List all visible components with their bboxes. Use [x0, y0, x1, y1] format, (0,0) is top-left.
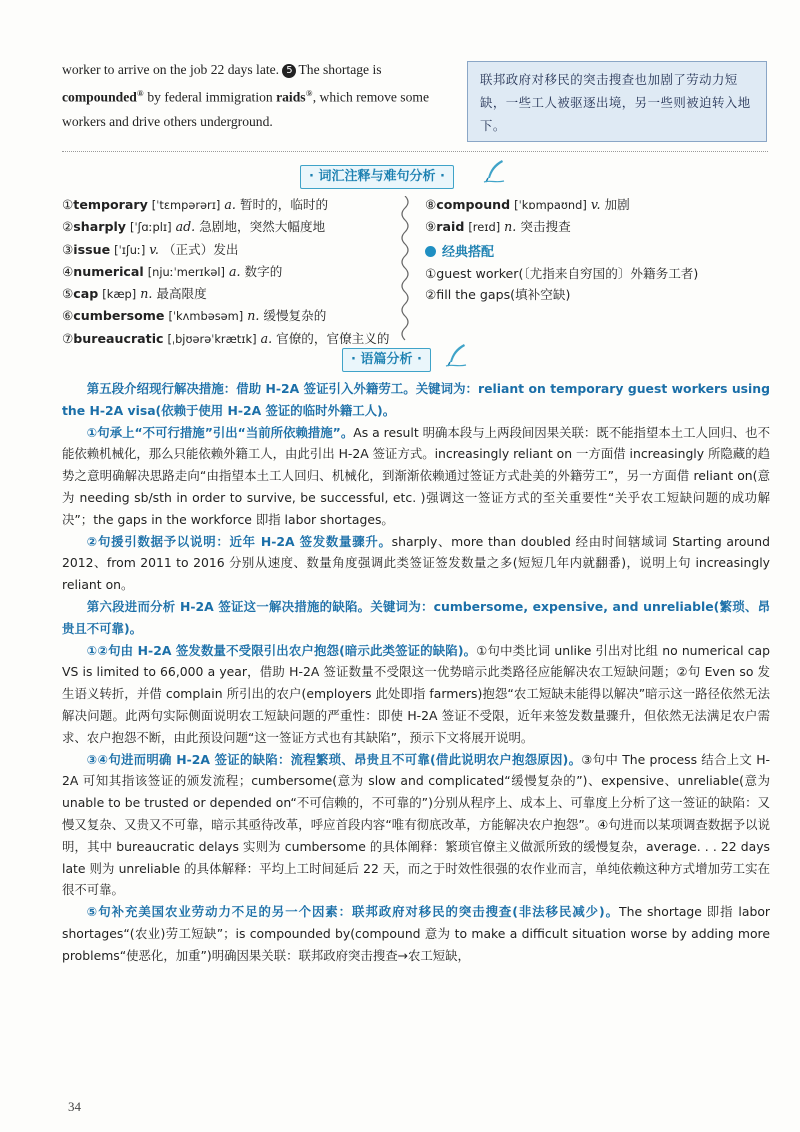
analysis-para: 第六段进而分析 H-2A 签证这一解决措施的缺陷。关键词为：cumbersome, expensive, and unreliable(繁琐、昂贵且不可靠)。 [62, 598, 770, 636]
translation-text: 联邦政府对移民的突击搜查也加剧了劳动力短缺，一些工人被驱逐出境，另一些则被迫转入地下。 [480, 72, 751, 133]
analysis-para: 第五段介绍现行解决措施：借助 H-2A 签证引入外籍劳工。关键词为：reliant on temporary guest workers using the H-2A visa(依赖于使用 H-2A 签证的临时外籍工人)。 [62, 381, 770, 418]
vocab-item: ⑥cumbersome [ˈkʌmbəsəm] n. 缓慢复杂的 [62, 308, 327, 324]
analysis-body [62, 378, 770, 967]
collocation-item: ①guest worker(〔尤指来自穷国的〕外籍务工者) [425, 265, 699, 281]
passage-text [62, 58, 450, 134]
translation-box [467, 61, 767, 142]
passage-line1: worker to arrive on the job 22 days late. [62, 62, 280, 77]
grammar-section-banner: · 语篇分析 · [342, 348, 431, 372]
word-raids: raids [276, 89, 306, 105]
spiral-divider-icon [398, 196, 412, 342]
passage-mid: by federal immigration [143, 89, 277, 105]
vocab-banner-label: 词汇注释与难句分析 [318, 169, 436, 184]
bullet-dot-icon [425, 246, 436, 257]
page-number: 34 [68, 1099, 81, 1114]
collocation-heading: 经典搭配 [425, 241, 770, 263]
vocab-item: ②sharply [ˈʃɑːplɪ] ad. 急剧地，突然大幅度地 [62, 219, 326, 235]
analysis-para: ③④句进而明确 H-2A 签证的缺陷：流程繁琐、昂贵且不可靠(借此说明农户抱怨原因)。③句中 The process 结合上文 H-2A 可知其指该签证的颁发流程；cumbersome(意为 slow and complicated“缓慢复杂的”)、expensive、unreliable(意为 unable to be trusted or depended on“不可信赖的，不可靠的”)分别从程序上、成本上、可靠度上分析了这一签证的缺陷：又慢又复杂、又贵又不可靠，暗示其亟待改革，呼应首段内容“唯有彻底改革，方能解决农户抱怨”。④句进而以某项调查数据予以说明，其中 bureaucratic delays 实则为 cumbersome 的具体阐释：繁琐官僚主义做派所致的缓慢复杂，average. . . 22 days late 则为 unreliable 的具体解释：平均上工时间延后 22 天，而之于时效性很强的农作业而言，单纯依赖这种方式增加劳工实在很不可靠。 [62, 751, 770, 898]
passage-line1b: The shortage is [298, 62, 382, 77]
vocab-list-left [62, 194, 398, 350]
footnote-8: ⑧ [136, 89, 144, 98]
vocab-item: ①temporary [ˈtɛmpərərɪ] a. 暂时的，临时的 [62, 197, 329, 212]
quill-pen-icon [444, 342, 468, 368]
vocab-list-right [425, 194, 770, 305]
vocab-item: ④numerical [njuːˈmerɪkəl] a. 数字的 [62, 263, 283, 279]
vocab-item: ⑨raid [reɪd] n. 突击搜查 [425, 219, 571, 235]
passage-tail: , which remove some workers and drive others underground. [62, 89, 430, 129]
sentence-5-marker: 5 [282, 64, 296, 78]
section-divider [62, 151, 768, 152]
analysis-para: ⑤句补充美国农业劳动力不足的另一个因素：联邦政府对移民的突击搜查(非法移民减少)。The shortage 即指 labor shortages“(农业)劳工短缺”；is compounded by(compound 意为 to make a difficult situation worse by adding more problems“使恶化，加重”)明确因果关联：联邦政府突击搜查→农工短缺， [62, 904, 770, 963]
vocab-item: ⑤cap [kæp] n. 最高限度 [62, 286, 207, 302]
quill-pen-icon [482, 158, 506, 184]
grammar-banner-label: 语篇分析 [360, 352, 413, 367]
vocab-section-banner: · 词汇注释与难句分析 · [300, 165, 454, 189]
footnote-9: ⑨ [305, 89, 313, 98]
analysis-para: ①句承上“不可行措施”引出“当前所依赖措施”。As a result 明确本段与上两段间因果关联：既不能指望本土工人回归、也不能依赖机械化，那么只能依赖外籍工人，由此引出 H-2A 签证方式。increasingly reliant on 一方面借 increasingly 所隐藏的趋势之意明确解决思路走向“由指望本土工人回归、机械化，到渐渐依赖通过签证方式赴美的外籍劳工”，另一方面借 reliant on(意为 needing sb/sth in order to survive, be successful, etc. )强调这一签证方式的至关重要性“关乎农工短缺问题的成功解决”；the gaps in the workforce 即指 labor shortages。 [62, 424, 770, 527]
analysis-para: ①②句由 H-2A 签发数量不受限引出农户抱怨(暗示此类签证的缺陷)。①句中类比词 unlike 引出对比组 no numerical cap VS is limited to 66,000 a year，借助 H-2A 签证数量不受限这一优势暗示此类路径应能解决农工短缺问题；②句 Even so 发生语义转折，并借 complain 所引出的农户(employers 此处即指 farmers)抱怨“农工短缺未能得以解决”暗示这一路径依然无法解决问题。此两句实际侧面说明农工短缺问题的严重性：即使 H-2A 签证不受限，近年来签发数量骤升，但依然无法满足农户需求、农户抱怨不断，由此预设问题“这一签证方式也有其缺陷”，预示下文将展开说明。 [62, 642, 770, 745]
word-compounded: compounded [62, 89, 137, 105]
vocab-item: ⑦bureaucratic [ˌbjʊərəˈkrætɪk] a. 官僚的，官僚主义的 [62, 330, 390, 346]
vocab-item: ⑧compound [ˈkɒmpaʊnd] v. 加剧 [425, 197, 630, 212]
vocab-item: ③issue [ˈɪʃuː] v. （正式）发出 [62, 241, 239, 257]
analysis-para: ②句援引数据予以说明：近年 H-2A 签发数量骤升。sharply、more than doubled 经由时间辖域词 Starting around 2012、from 2011 to 2016 分别从速度、数量角度强调此类签证签发数量之多(短短几年内就翻番)，说明上句 increasingly reliant on。 [62, 533, 770, 593]
collocation-item: ②fill the gaps(填补空缺) [425, 287, 571, 303]
